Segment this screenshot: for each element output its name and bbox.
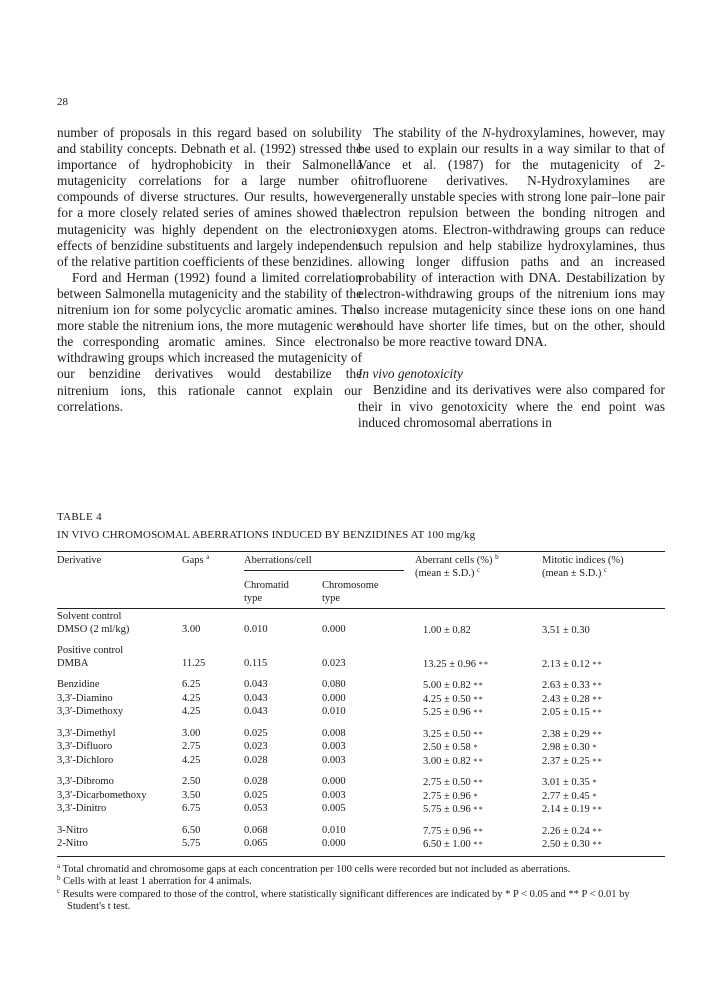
footnote-b: $^b$ Cells with at least 1 aberration for 4 animals.	[57, 874, 252, 887]
header-aberrant-cells: Aberrant cells (%) $^b$ (mean ± S.D.) $^c$	[415, 553, 499, 579]
right-column	[358, 125, 665, 431]
derivative-cell: 2-Nitro	[57, 838, 88, 849]
derivative-cell: DMBA	[57, 657, 89, 669]
page-number: 28	[57, 96, 68, 108]
group-heading-row	[57, 611, 665, 624]
table-row	[57, 755, 665, 769]
significance-mark: *	[592, 742, 598, 752]
significance-mark: **	[592, 804, 603, 814]
value: 5.75 ± 0.96	[423, 804, 471, 815]
chromosome-cell: 0.010	[322, 706, 346, 717]
significance-mark: *	[592, 777, 598, 787]
value: 2.50 ± 0.58	[423, 742, 471, 753]
chromatid-cell: 0.068	[244, 824, 268, 836]
table-row	[57, 790, 665, 804]
gaps-cell: 2.75	[182, 741, 201, 752]
significance-mark: **	[473, 839, 484, 849]
footnote-a: $^a$ Total chromatid and chromosome gaps at each concentration per 100 cells were recorded but not included as aberrations.	[57, 861, 571, 875]
gaps-cell: 3.50	[182, 789, 201, 801]
aberrant-cell	[415, 679, 542, 693]
gaps-cell: 11.25	[182, 657, 206, 669]
mitotic-cell	[542, 803, 665, 817]
significance-mark: **	[473, 693, 484, 704]
gaps-cell: 4.25	[182, 754, 201, 766]
section-subheading: In vivo genotoxicity	[358, 366, 463, 382]
value: 2.05 ± 0.15	[542, 707, 590, 718]
derivative-cell: 3,3′-Dicarbomethoxy	[57, 789, 147, 801]
chromosome-cell: 0.003	[322, 789, 346, 801]
table-title: IN VIVO CHROMOSOMAL ABERRATIONS INDUCED BY BENZIDINES AT 100 mg/kg	[57, 529, 476, 541]
significance-mark: **	[592, 728, 603, 739]
group-heading: Positive control	[57, 645, 124, 656]
gaps-cell: 6.25	[182, 679, 201, 690]
group-spacer	[57, 637, 665, 645]
table-body	[57, 609, 665, 852]
value: 3.51 ± 0.30	[542, 624, 590, 636]
table-row	[57, 803, 665, 817]
aberrant-cell	[415, 693, 542, 707]
chromatid-cell: 0.053	[244, 803, 268, 814]
chromatid-cell: 0.043	[244, 706, 268, 717]
footnote-c: $^c$ Results were compared to those of the control, where statistically significant differences are indicated by * P < 0.05 and ** P < 0.01 by Student's t test.	[57, 886, 630, 912]
n-italic: N	[482, 125, 491, 140]
significance-mark: **	[592, 755, 603, 766]
value: 2.50 ± 0.30	[542, 839, 590, 850]
mitotic-cell	[542, 825, 665, 839]
value: 2.43 ± 0.28	[542, 693, 590, 705]
chromosome-cell: 0.000	[322, 838, 346, 849]
significance-mark: **	[478, 658, 490, 669]
chromatid-cell: 0.115	[244, 657, 268, 669]
mitotic-cell	[542, 658, 665, 672]
value: 13.25 ± 0.96	[423, 658, 477, 670]
significance-mark: **	[592, 658, 603, 669]
chromatid-cell: 0.025	[244, 789, 268, 801]
aberrant-cell	[415, 706, 542, 720]
derivative-cell: 3,3′-Dimethyl	[57, 727, 116, 739]
mitotic-cell	[542, 706, 665, 720]
significance-mark: **	[592, 839, 603, 849]
value: 3.25 ± 0.50	[423, 728, 471, 740]
chromatid-cell: 0.010	[244, 623, 268, 635]
left-paragraph-2: Ford and Herman (1992) found a limited correlation between Salmonella mutagenicity and the stability of the nitrenium ion for some polycyclic aromatic amines. The more stable the nitrenium ions, the more mutagenic were the corresponding aromatic amines. Since electron-withdrawing groups which increased the mutagenicity of our benzidine derivatives would destabilize the nitrenium ions, this rationale cannot explain our correlations.	[57, 269, 362, 414]
chromatid-cell: 0.065	[244, 838, 268, 849]
aberrant-cell	[415, 658, 542, 672]
derivative-cell: 3,3′-Dichloro	[57, 754, 114, 766]
chromosome-cell: 0.005	[322, 803, 346, 814]
table-row	[57, 838, 665, 852]
chromatid-cell: 0.028	[244, 776, 268, 787]
left-column	[57, 125, 362, 415]
value: 4.25 ± 0.50	[423, 693, 471, 705]
table-row	[57, 825, 665, 839]
header-chromosome-type: Chromosome type	[322, 580, 379, 604]
derivative-cell: 3,3′-Dinitro	[57, 803, 107, 814]
gaps-cell: 6.75	[182, 803, 201, 814]
value: 2.13 ± 0.12	[542, 658, 590, 670]
gaps-cell: 6.50	[182, 824, 201, 836]
chromosome-cell: 0.008	[322, 727, 346, 739]
significance-mark: *	[473, 742, 479, 752]
value: 5.00 ± 0.82	[423, 680, 471, 691]
group-spacer	[57, 671, 665, 679]
mitotic-cell	[542, 776, 665, 790]
significance-mark: **	[473, 777, 484, 787]
gaps-cell: 2.50	[182, 776, 201, 787]
derivative-cell: 3,3′-Diamino	[57, 692, 113, 704]
table-row	[57, 624, 665, 638]
right-paragraph-1-start: The stability of the	[373, 125, 483, 140]
derivative-cell: 3-Nitro	[57, 824, 88, 836]
chromatid-cell: 0.023	[244, 741, 268, 752]
aberrant-cell	[415, 790, 542, 804]
derivative-cell: Benzidine	[57, 679, 100, 690]
table-4	[57, 511, 665, 914]
gaps-cell: 4.25	[182, 706, 201, 717]
aberrant-cell	[415, 728, 542, 742]
gaps-cell: 4.25	[182, 692, 201, 704]
table-row	[57, 706, 665, 720]
gaps-cell: 3.00	[182, 727, 201, 739]
chromatid-cell: 0.025	[244, 727, 268, 739]
chromatid-cell: 0.043	[244, 692, 268, 704]
value: 2.98 ± 0.30	[542, 742, 590, 753]
mitotic-cell	[542, 728, 665, 742]
value: 2.75 ± 0.96	[423, 790, 471, 802]
significance-mark: **	[592, 707, 603, 717]
left-paragraph-1: number of proposals in this regard based on solubility and stability concepts. Debnath et al. (1992) stressed the importance of hydrophobicity in their Salmonella mutagenicity correlations for a large number of compounds of diverse structures. Our results, however, for a more closely related series of amines showed that mutagenicity was highly dependent on the electronic effects of benzidine substituents and largely independent of the relative partition coefficients of these benzidines.	[57, 125, 362, 269]
significance-mark: *	[592, 790, 598, 801]
table-row	[57, 658, 665, 672]
aberrations-table	[57, 552, 665, 852]
header-chromatid-type: Chromatid type	[244, 580, 289, 604]
mitotic-cell	[542, 679, 665, 693]
mitotic-cell	[542, 838, 665, 852]
value: 3.01 ± 0.35	[542, 777, 590, 788]
header-gaps: Gaps $^a$	[182, 553, 210, 566]
group-spacer	[57, 768, 665, 776]
value: 2.14 ± 0.19	[542, 804, 590, 815]
value: 2.26 ± 0.24	[542, 825, 590, 837]
significance-mark: **	[592, 693, 603, 704]
significance-mark: **	[592, 825, 603, 836]
mitotic-cell	[542, 741, 665, 755]
chromosome-cell: 0.000	[322, 776, 346, 787]
derivative-cell: 3,3′-Difluoro	[57, 741, 113, 752]
header-mitotic-indices: Mitotic indices (%) (mean ± S.D.) $^c$	[542, 555, 624, 579]
right-paragraph-1-rest: -hydroxylamines, however, may be used to explain our results in a way similar to that of Vance et al. (1987) for the mutagenicity of 2-nitrofluorene derivatives. N-Hydroxylamines are generally unstable species with strong lone pair–lone pair electron repulsion between the bonding nitrogen and oxygen atoms. Electron-withdrawing groups can reduce such repulsion and help stabilize hydroxylamines, thus allowing longer diffusion paths and an increased probability of interaction with DNA. Destabilization by electron-withdrawing groups of the nitrenium ions may also increase mutagenicity since these ions on one hand should have shorter life times, but on the other, should also be more reactive toward DNA.	[358, 125, 665, 350]
aberrant-cell	[415, 776, 542, 790]
header-aberrations: Aberrations/cell	[244, 552, 415, 580]
chromosome-cell: 0.003	[322, 754, 346, 766]
table-row	[57, 693, 665, 707]
group-spacer	[57, 817, 665, 825]
significance-mark: *	[473, 790, 479, 801]
table-row	[57, 728, 665, 742]
mitotic-cell	[542, 693, 665, 707]
significance-mark: **	[592, 680, 603, 690]
chromosome-cell: 0.000	[322, 692, 346, 704]
gaps-cell: 5.75	[182, 838, 201, 849]
table-footnotes	[57, 861, 665, 914]
value: 2.38 ± 0.29	[542, 728, 590, 740]
value: 5.25 ± 0.96	[423, 707, 471, 718]
significance-mark: **	[473, 755, 484, 766]
significance-mark: **	[473, 804, 484, 814]
mitotic-cell	[542, 790, 665, 804]
right-paragraph-1	[358, 125, 665, 350]
chromatid-cell: 0.028	[244, 754, 268, 766]
aberrant-cell	[415, 624, 542, 638]
table-label: TABLE 4	[57, 511, 102, 523]
value: 1.00 ± 0.82	[423, 624, 471, 636]
right-paragraph-2: Benzidine and its derivatives were also compared for their in vivo genotoxicity where the end point was induced chromosomal aberrations in	[358, 382, 665, 430]
value: 2.37 ± 0.25	[542, 755, 590, 767]
chromatid-cell: 0.043	[244, 679, 268, 690]
value: 7.75 ± 0.96	[423, 825, 471, 837]
value: 6.50 ± 1.00	[423, 839, 471, 850]
significance-mark: **	[473, 825, 484, 836]
table-bottom-rule	[57, 856, 665, 857]
chromosome-cell: 0.023	[322, 657, 346, 669]
significance-mark: **	[473, 680, 484, 690]
table-row	[57, 741, 665, 755]
mitotic-cell	[542, 755, 665, 769]
significance-mark: **	[473, 707, 484, 717]
chromosome-cell: 0.010	[322, 824, 346, 836]
group-heading-row	[57, 645, 665, 658]
aberrant-cell	[415, 838, 542, 852]
chromosome-cell: 0.000	[322, 623, 346, 635]
value: 2.75 ± 0.50	[423, 777, 471, 788]
aberrant-cell	[415, 741, 542, 755]
aberrant-cell	[415, 755, 542, 769]
value: 2.77 ± 0.45	[542, 790, 590, 802]
significance-mark: **	[473, 728, 484, 739]
value: 3.00 ± 0.82	[423, 755, 471, 767]
gaps-cell: 3.00	[182, 623, 201, 635]
aberrant-cell	[415, 803, 542, 817]
group-spacer	[57, 720, 665, 728]
aberrant-cell	[415, 825, 542, 839]
derivative-cell: 3,3′-Dibromo	[57, 776, 114, 787]
derivative-cell: DMSO (2 ml/kg)	[57, 623, 130, 635]
chromosome-cell: 0.080	[322, 679, 346, 690]
value: 2.63 ± 0.33	[542, 680, 590, 691]
chromosome-cell: 0.003	[322, 741, 346, 752]
group-heading: Solvent control	[57, 611, 122, 622]
table-row	[57, 776, 665, 790]
mitotic-cell	[542, 624, 665, 638]
header-derivative: Derivative	[57, 555, 102, 566]
table-row	[57, 679, 665, 693]
derivative-cell: 3,3′-Dimethoxy	[57, 706, 124, 717]
